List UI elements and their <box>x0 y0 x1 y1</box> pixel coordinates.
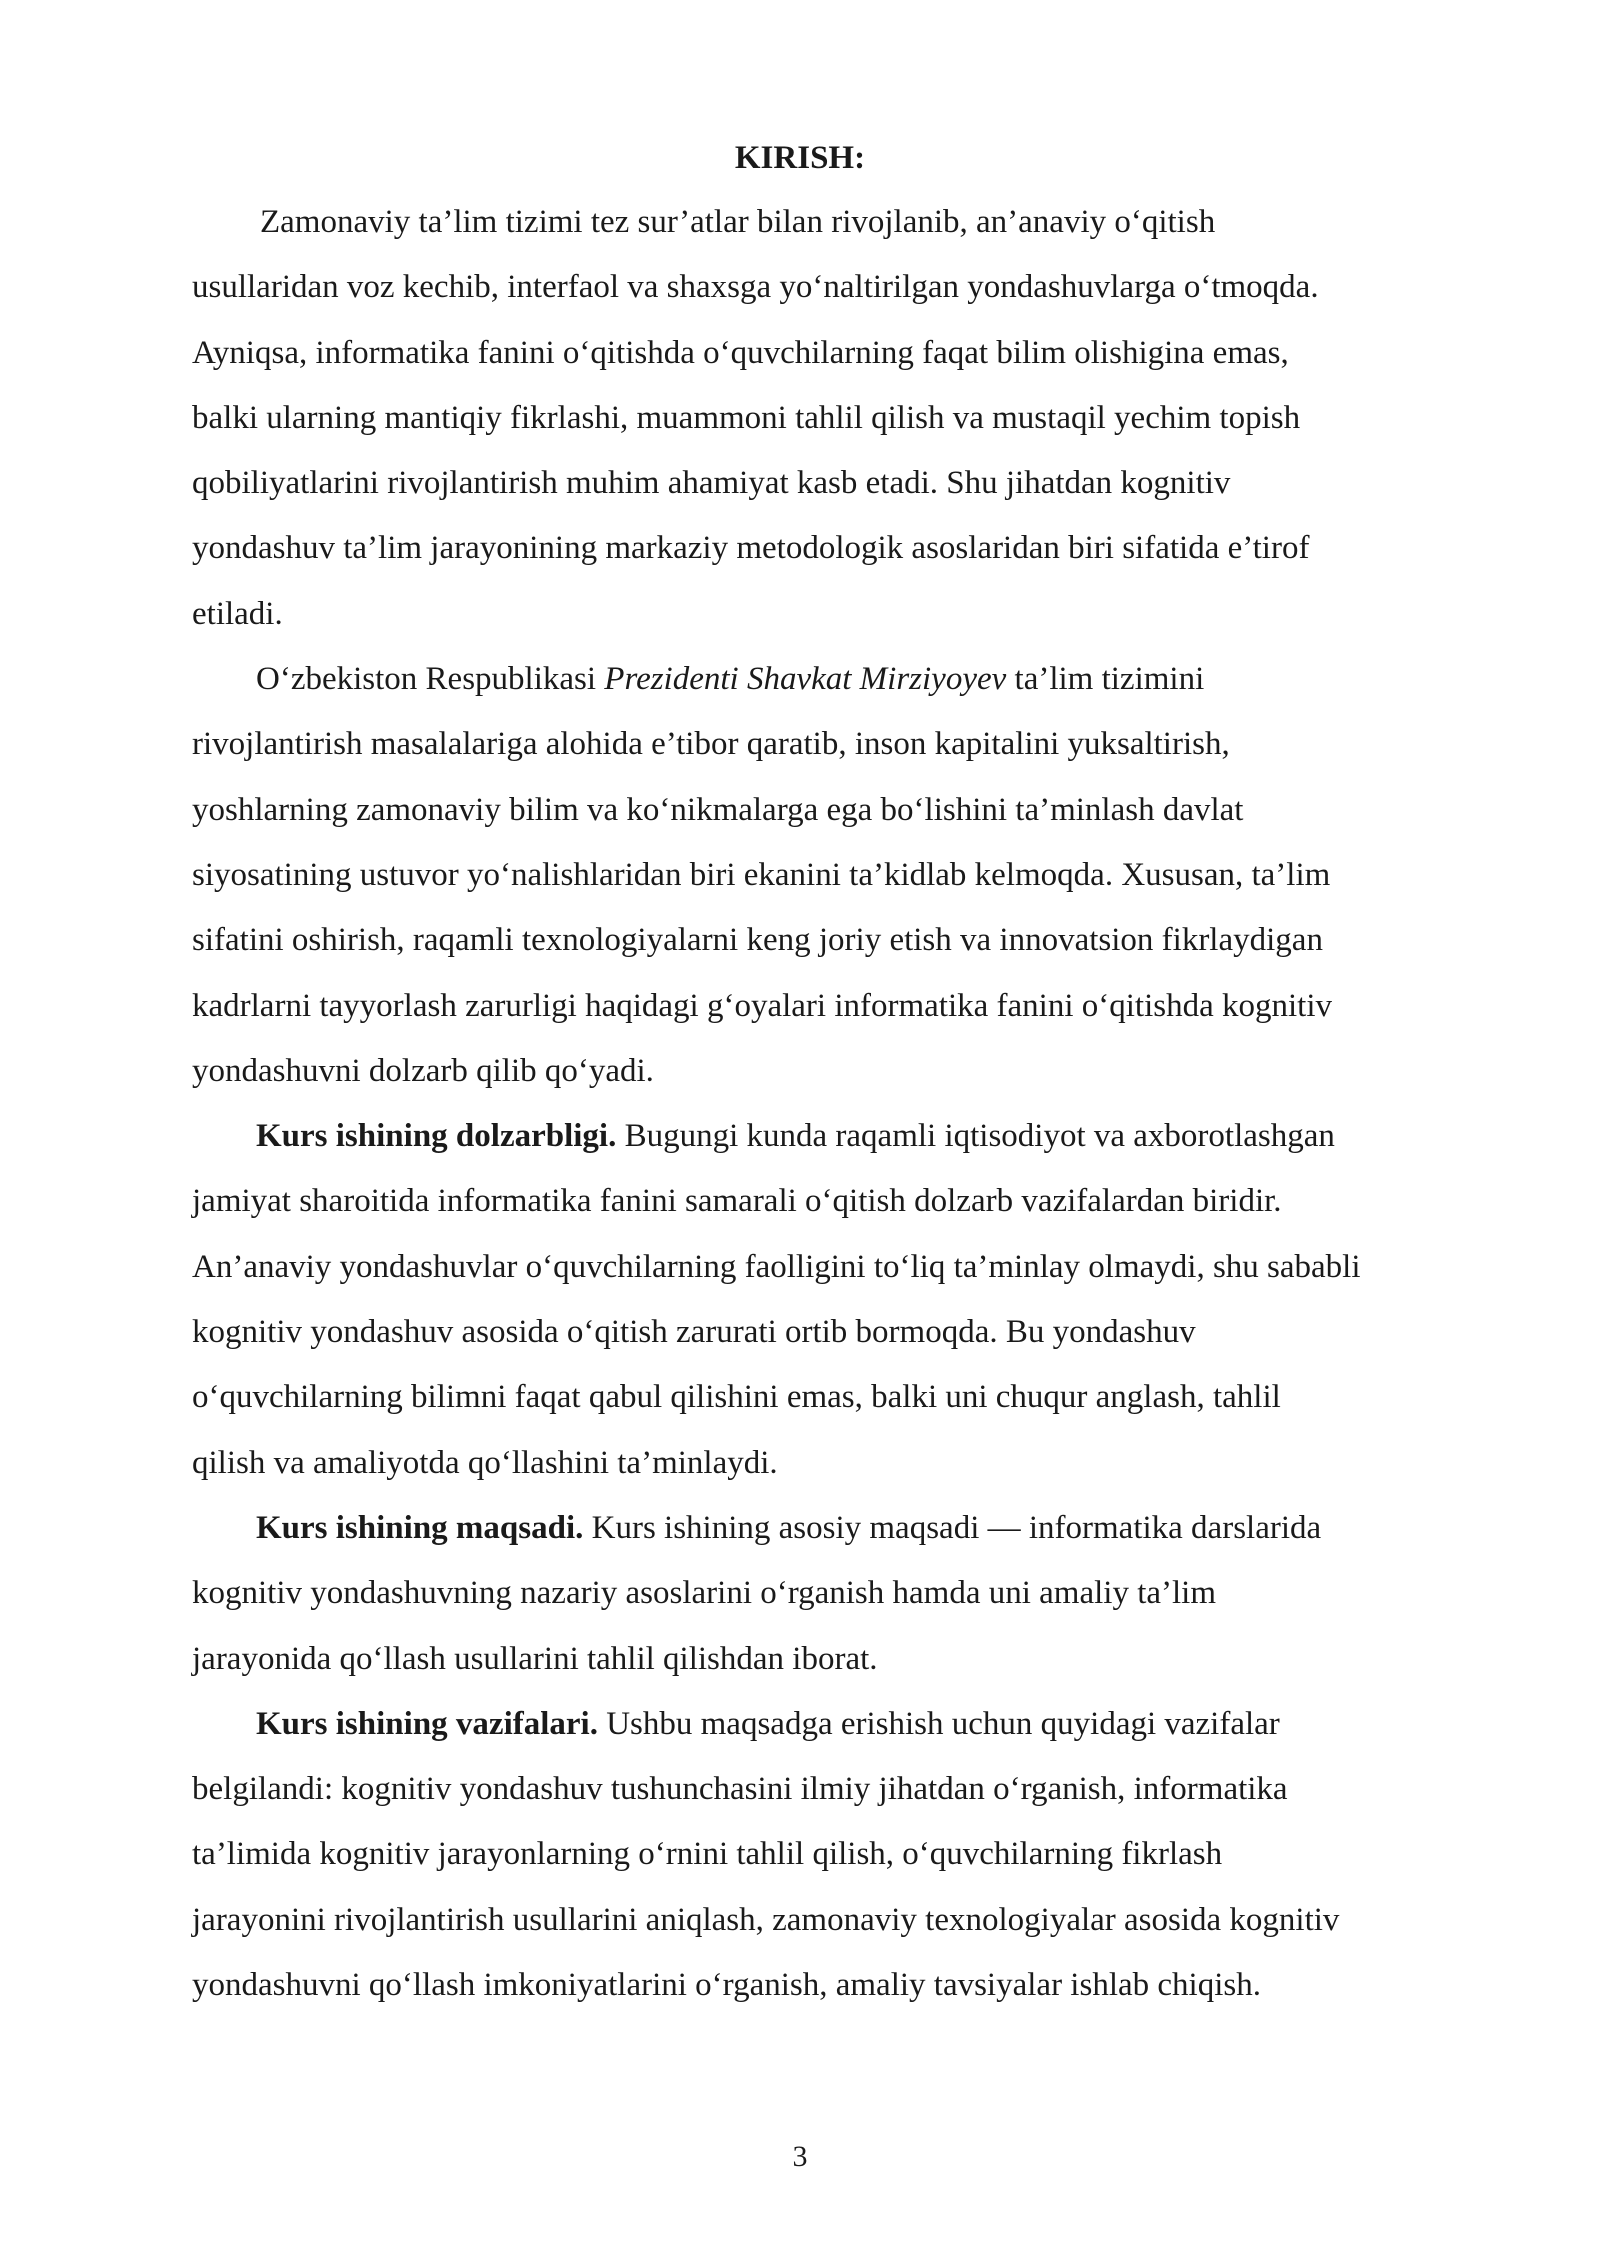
bold-term: Kurs ishining dolzarbligi. <box>256 1118 617 1155</box>
text-line <box>192 1496 1532 1561</box>
text-line: yondashuvni qo‘llash imkoniyatlarini o‘rganish, amaliy tavsiyalar ishlab chiqish. <box>192 1967 1261 2004</box>
paragraph-tasks <box>192 1692 1532 2018</box>
bold-term: Kurs ishining maqsadi. <box>256 1509 584 1546</box>
text-line: usullaridan voz kechib, interfaol va shaxsga yo‘naltirilgan yondashuvlarga o‘tmoqda. <box>192 269 1319 306</box>
text-line: jamiyat sharoitida informatika fanini samarali o‘qitish dolzarb vazifalardan biridir. <box>192 1183 1282 1220</box>
text-line: kadrlarni tayyorlash zarurligi haqidagi g‘oyalari informatika fanini o‘qitishda kognitiv <box>192 987 1332 1024</box>
text-line: rivojlantirish masalalariga alohida e’tibor qaratib, inson kapitalini yuksaltirish, <box>192 726 1230 763</box>
text-line <box>192 1104 1532 1169</box>
text-line: belgilandi: kognitiv yondashuv tushunchasini ilmiy jihatdan o‘rganish, informatika <box>192 1771 1288 1808</box>
text-line: yoshlarning zamonaviy bilim va ko‘nikmalarga ega bo‘lishini ta’minlash davlat <box>192 791 1244 828</box>
text-line: o‘quvchilarning bilimni faqat qabul qilishini emas, balki uni chuqur anglash, tahlil <box>192 1379 1281 1416</box>
text-line: balki ularning mantiqiy fikrlashi, muammoni tahlil qilish va mustaqil yechim topish <box>192 399 1301 436</box>
text-line: etiladi. <box>192 595 283 632</box>
text-line: qilish va amaliyotda qo‘llashini ta’minlaydi. <box>192 1444 778 1481</box>
text-line: yondashuv ta’lim jarayonining markaziy metodologik asoslaridan biri sifatida e’tirof <box>192 530 1310 567</box>
text-run: Kurs ishining asosiy maqsadi — informatika darslarida <box>583 1509 1322 1546</box>
text-line: ta’limida kognitiv jarayonlarning o‘rnini tahlil qilish, o‘quvchilarning fikrlash <box>192 1836 1223 1873</box>
italic-name: Prezidenti Shavkat Mirziyoyev <box>604 661 1007 698</box>
text-run: ta’lim tizimini <box>1006 661 1205 698</box>
text-line: jarayonini rivojlantirish usullarini aniqlash, zamonaviy texnologiyalar asosida kognitiv <box>192 1901 1340 1938</box>
text-line: sifatini oshirish, raqamli texnologiyalarni keng joriy etish va innovatsion fikrlaydigan <box>192 922 1323 959</box>
text-line: yondashuvni dolzarb qilib qo‘yadi. <box>192 1052 654 1089</box>
text-line: Zamonaviy ta’lim tizimi tez sur’atlar bilan rivojlanib, an’anaviy o‘qitish <box>260 204 1216 240</box>
page-number: 3 <box>792 2140 808 2173</box>
text-line: qobiliyatlarini rivojlantirish muhim ahamiyat kasb etadi. Shu jihatdan kognitiv <box>192 465 1231 502</box>
text-line: An’anaviy yondashuvlar o‘quvchilarning faolligini to‘liq ta’minlay olmaydi, shu sababli <box>192 1248 1361 1285</box>
text-line: jarayonida qo‘llash usullarini tahlil qilishdan iborat. <box>192 1640 878 1677</box>
section-heading: KIRISH: <box>734 140 866 176</box>
body-text <box>192 190 1532 2018</box>
text-run: Ushbu maqsadga erishish uchun quyidagi vazifalar <box>597 1705 1280 1742</box>
paragraph-president <box>192 647 1532 1104</box>
paragraph-relevance <box>192 1104 1532 1496</box>
paragraph-introduction <box>192 190 1532 647</box>
text-line <box>192 647 1532 712</box>
text-line: Ayniqsa, informatika fanini o‘qitishda o‘quvchilarning faqat bilim olishigina emas, <box>192 334 1289 371</box>
paragraph-goal <box>192 1496 1532 1692</box>
text-run: O‘zbekiston Respublikasi <box>256 661 605 698</box>
bold-term: Kurs ishining vazifalari. <box>256 1705 598 1742</box>
text-line <box>192 1692 1532 1757</box>
text-line: kognitiv yondashuv asosida o‘qitish zarurati ortib bormoqda. Bu yondashuv <box>192 1314 1196 1351</box>
text-run: Bugungi kunda raqamli iqtisodiyot va axborotlashgan <box>616 1118 1335 1155</box>
text-line: kognitiv yondashuvning nazariy asoslarini o‘rganish hamda uni amaliy ta’lim <box>192 1575 1217 1612</box>
text-line: siyosatining ustuvor yo‘nalishlaridan biri ekanini ta’kidlab kelmoqda. Xususan, ta’lim <box>192 856 1331 893</box>
